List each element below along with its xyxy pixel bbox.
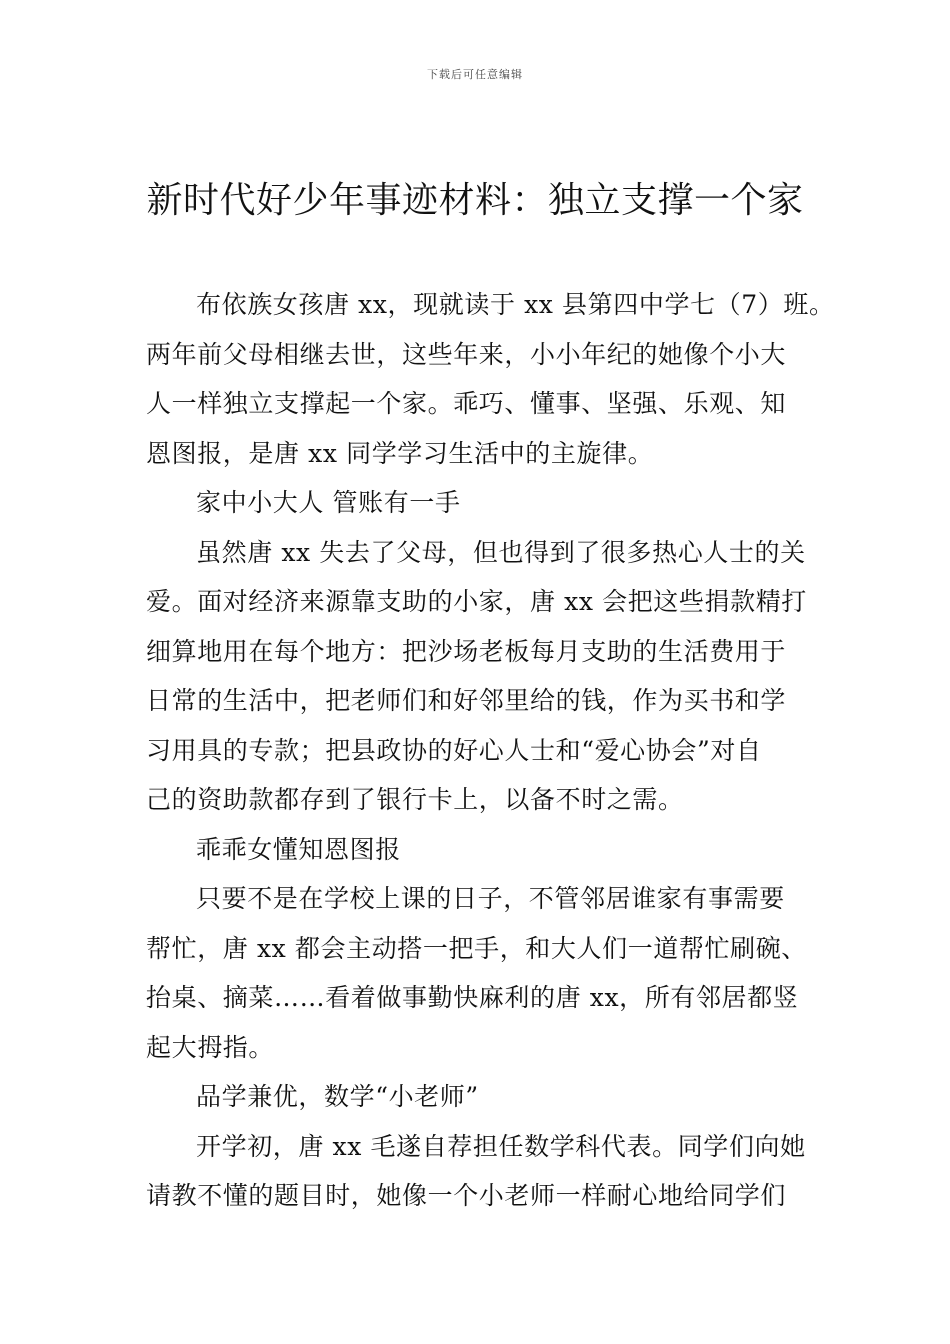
- paragraph-line: 习用具的专款；把县政协的好心人士和“爱心协会”对自: [146, 735, 762, 765]
- paragraph-line: 人一样独立支撑起一个家。乖巧、懂事、坚强、乐观、知: [146, 389, 787, 418]
- paragraph-line: 布依族女孩唐 xx，现就读于 xx 县第四中学七（7）班。: [196, 290, 835, 319]
- paragraph-line: 日常的生活中，把老师们和好邻里给的钱，作为买书和学: [146, 686, 787, 715]
- paragraph-line: 只要不是在学校上课的日子，不管邻居谁家有事需要: [196, 884, 785, 913]
- document-title: 新时代好少年事迹材料：独立支撑一个家: [146, 180, 804, 221]
- paragraph-line: 爱。面对经济来源靠支助的小家，唐 xx 会把这些捐款精打: [146, 587, 807, 616]
- paragraph-line: 开学初，唐 xx 毛遂自荐担任数学科代表。同学们向她: [196, 1131, 806, 1161]
- section-heading: 乖乖女懂知恩图报: [196, 834, 401, 864]
- paragraph-line: 抬桌、摘菜……看着做事勤快麻利的唐 xx，所有邻居都竖: [146, 983, 799, 1012]
- document-body: [146, 280, 835, 1221]
- paragraph-line: 虽然唐 xx 失去了父母，但也得到了很多热心人士的关: [196, 537, 806, 567]
- header-note: 下载后可任意编辑: [427, 68, 523, 81]
- section-heading: 家中小大人 管账有一手: [196, 488, 461, 517]
- paragraph-line: 起大拇指。: [146, 1032, 275, 1062]
- section-heading: 品学兼优，数学“小老师”: [196, 1082, 479, 1111]
- paragraph-line: 请教不懂的题目时，她像一个小老师一样耐心地给同学们: [146, 1181, 787, 1210]
- paragraph-line: 帮忙，唐 xx 都会主动搭一把手，和大人们一道帮忙刷碗、: [146, 933, 807, 963]
- paragraph-line: 己的资助款都存到了银行卡上，以备不时之需。: [146, 785, 684, 814]
- paragraph-line: 细算地用在每个地方：把沙场老板每月支助的生活费用于: [146, 636, 787, 666]
- paragraph-line: 恩图报，是唐 xx 同学学习生活中的主旋律。: [146, 438, 654, 468]
- paragraph-line: 两年前父母相继去世，这些年来，小小年纪的她像个小大: [146, 339, 787, 369]
